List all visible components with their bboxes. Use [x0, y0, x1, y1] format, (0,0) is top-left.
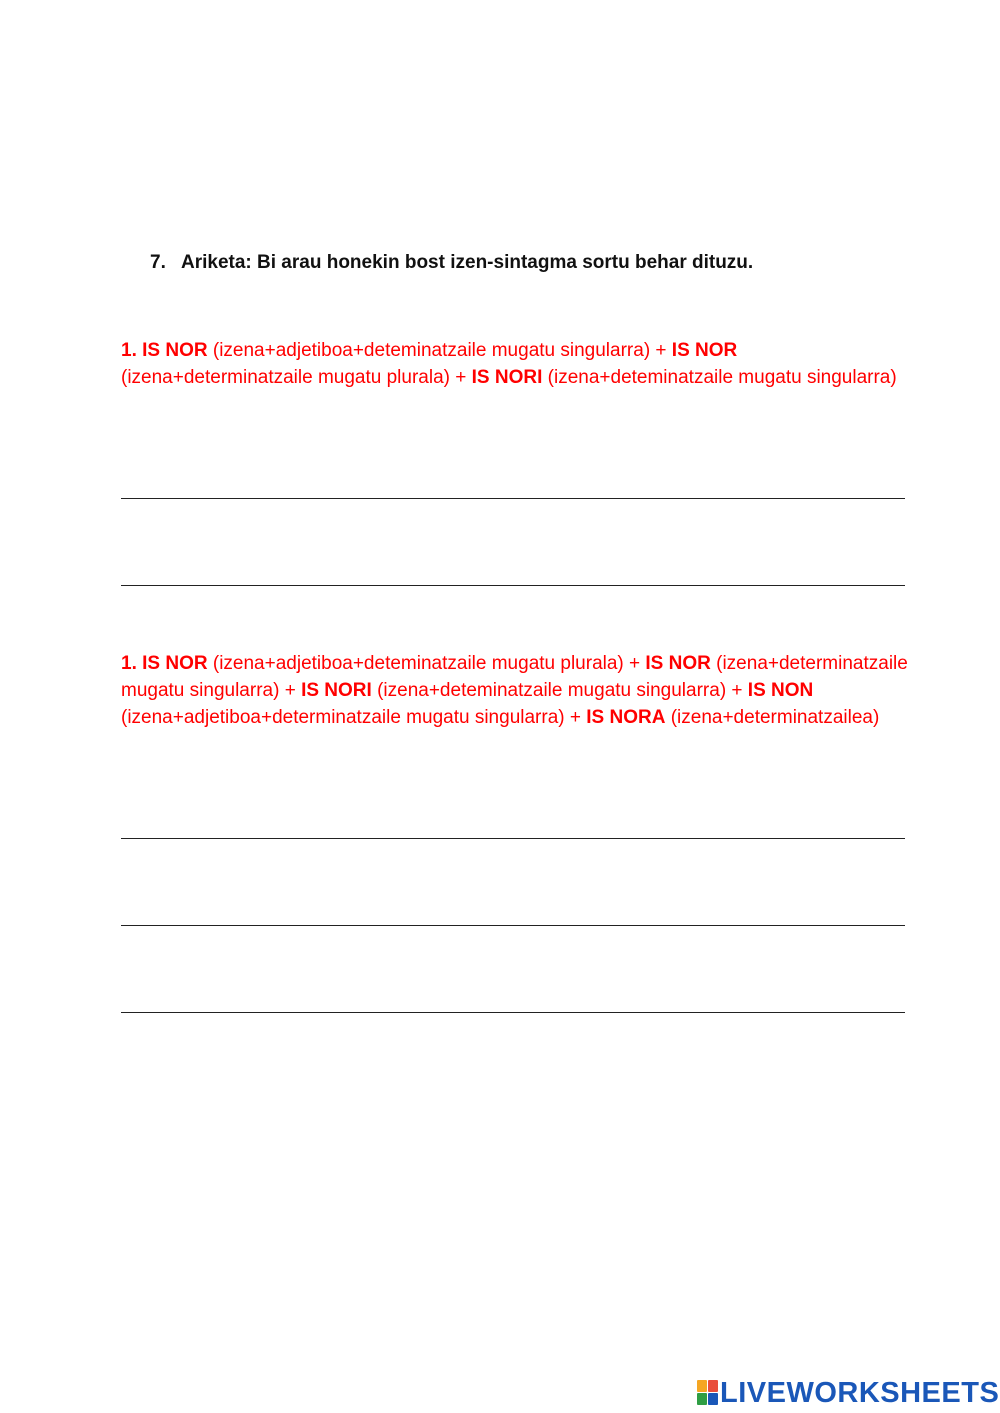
answer-line-5[interactable]	[121, 1012, 905, 1013]
rule-1-part-3-label: IS NORI	[471, 367, 543, 388]
rule-1-part-2-text: (izena+determinatzaile mugatu plurala) +	[121, 367, 472, 388]
exercise-number: 7.	[150, 252, 166, 273]
rule-1-part-1-text: (izena+adjetiboa+deteminatzaile mugatu singularra) +	[207, 340, 672, 361]
liveworksheets-brand-text: LIVEWORKSHEETS	[720, 1377, 1000, 1409]
rule-1-part-1-label: IS NOR	[142, 340, 208, 361]
rule-2-part-1-label: IS NOR	[142, 653, 208, 674]
answer-line-4[interactable]	[121, 925, 905, 926]
rule-2-part-3-label: IS NORI	[301, 680, 372, 701]
answer-line-1[interactable]	[121, 498, 905, 499]
rule-2-part-3-text: (izena+deteminatzaile mugatu singularra) +	[371, 680, 748, 701]
rule-2-part-5-text: (izena+determinatzailea)	[665, 707, 880, 728]
rule-2-part-2-label: IS NOR	[645, 653, 711, 674]
answer-line-2[interactable]	[121, 585, 905, 586]
exercise-title	[150, 252, 753, 274]
rule-2-number: 1.	[121, 653, 137, 674]
liveworksheets-logo-icon	[697, 1380, 719, 1406]
exercise-title-text: Ariketa: Bi arau honekin bost izen-sintagma sortu behar dituzu.	[181, 252, 754, 273]
rule-2-part-2-text: (izena+determinatzaile mugatu singularra) +	[121, 653, 908, 701]
rule-1-part-3-text: (izena+deteminatzaile mugatu singularra)	[542, 367, 897, 388]
answer-line-3[interactable]	[121, 838, 905, 839]
rule-1-part-2-label: IS NOR	[671, 340, 738, 361]
rule-2-part-4-label: IS NON	[747, 680, 814, 701]
rule-2-part-5-label: IS NORA	[586, 707, 666, 728]
rule-1	[121, 337, 911, 391]
liveworksheets-logo	[697, 1378, 999, 1408]
rule-2-part-1-text: (izena+adjetiboa+deteminatzaile mugatu plurala) +	[207, 653, 646, 674]
rule-2-part-4-text: (izena+adjetiboa+determinatzaile mugatu singularra) +	[121, 707, 587, 728]
rule-1-number: 1.	[121, 340, 137, 361]
rule-2	[121, 650, 911, 731]
